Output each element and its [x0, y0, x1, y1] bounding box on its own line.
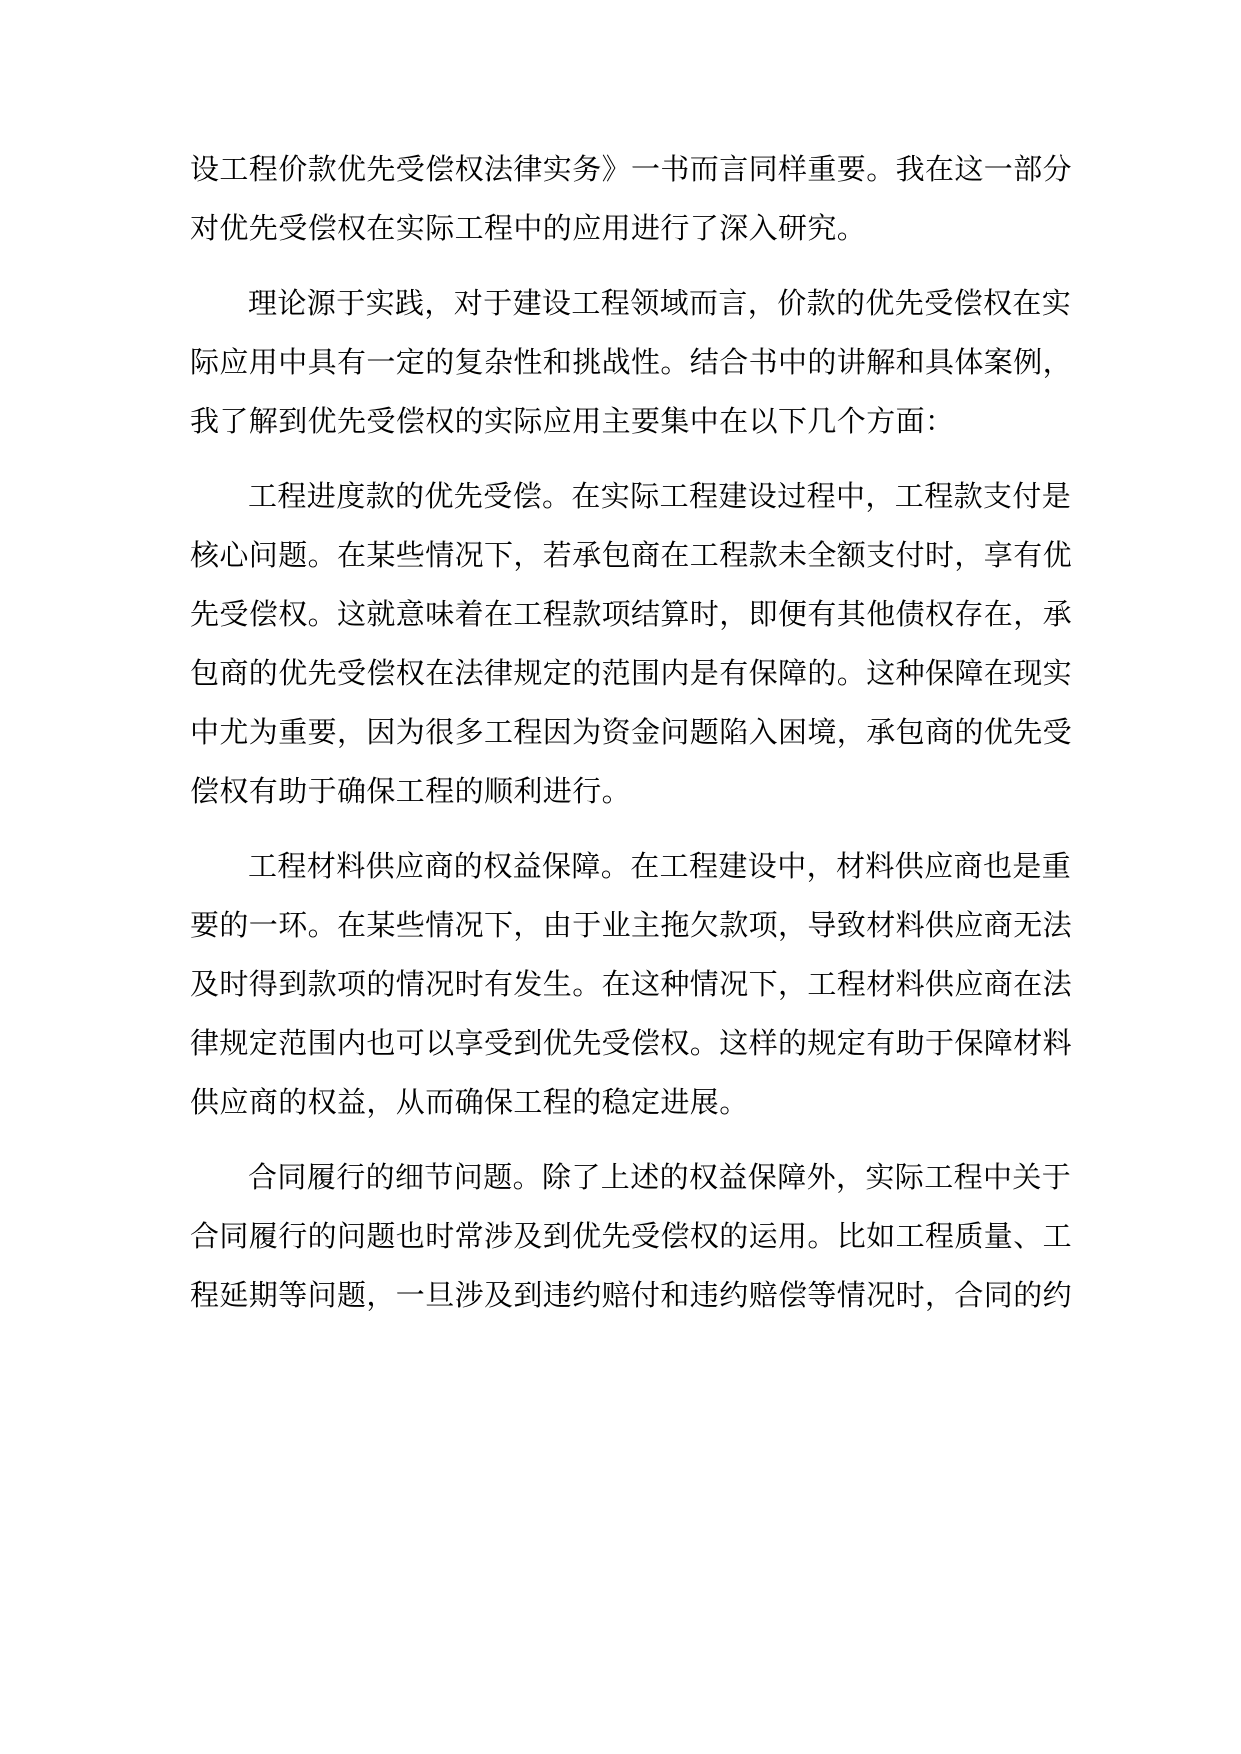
text-line: 核心问题。在某些情况下，若承包商在工程款未全额支付时，享有优	[190, 538, 1073, 572]
text-line: 程延期等问题，一旦涉及到违约赔付和违约赔偿等情况时，合同的约	[190, 1278, 1073, 1312]
text-line: 合同履行的问题也时常涉及到优先受偿权的运用。比如工程质量、工	[190, 1219, 1073, 1253]
text-line: 设工程价款优先受偿权法律实务》一书而言同样重要。我在这一部分	[190, 152, 1073, 186]
text-line: 工程进度款的优先受偿。在实际工程建设过程中，工程款支付是	[248, 479, 1072, 513]
text-line: 供应商的权益，从而确保工程的稳定进展。	[190, 1085, 749, 1119]
paragraph	[190, 1148, 1073, 1325]
text-line: 要的一环。在某些情况下，由于业主拖欠款项，导致材料供应商无法	[190, 908, 1073, 942]
text-line: 律规定范围内也可以享受到优先受偿权。这样的规定有助于保障材料	[190, 1026, 1073, 1060]
text-line: 包商的优先受偿权在法律规定的范围内是有保障的。这种保障在现实	[190, 656, 1073, 690]
text-line: 际应用中具有一定的复杂性和挑战性。结合书中的讲解和具体案例，	[190, 345, 1073, 379]
text-line: 先受偿权。这就意味着在工程款项结算时，即便有其他债权存在，承	[190, 597, 1073, 631]
body-text	[190, 140, 1073, 1325]
text-line: 工程材料供应商的权益保障。在工程建设中，材料供应商也是重	[248, 849, 1072, 883]
text-line: 理论源于实践，对于建设工程领域而言，价款的优先受偿权在实	[248, 286, 1072, 320]
text-line: 对优先受偿权在实际工程中的应用进行了深入研究。	[190, 211, 867, 245]
text-line: 我了解到优先受偿权的实际应用主要集中在以下几个方面：	[190, 404, 955, 438]
text-line: 偿权有助于确保工程的顺利进行。	[190, 774, 632, 808]
paragraph	[190, 467, 1073, 821]
text-line: 合同履行的细节问题。除了上述的权益保障外，实际工程中关于	[248, 1160, 1072, 1194]
text-line: 中尤为重要，因为很多工程因为资金问题陷入困境，承包商的优先受	[190, 715, 1073, 749]
paragraph	[190, 274, 1073, 451]
text-line: 及时得到款项的情况时有发生。在这种情况下，工程材料供应商在法	[190, 967, 1073, 1001]
paragraph	[190, 837, 1073, 1132]
paragraph	[190, 140, 1073, 258]
